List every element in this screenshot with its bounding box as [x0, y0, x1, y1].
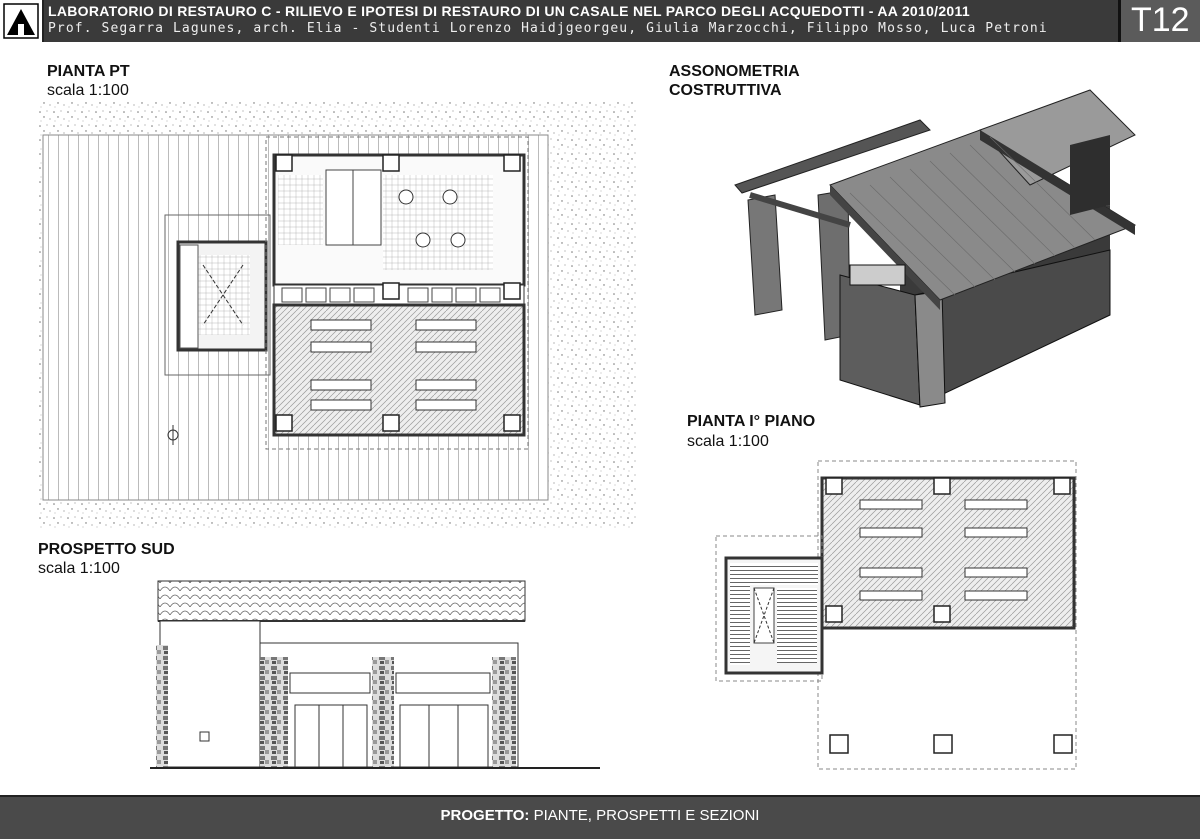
footer-text: PIANTE, PROSPETTI E SEZIONI	[529, 807, 760, 824]
ground-floor-plan-drawing	[38, 95, 638, 535]
plan-first-scale: scala 1:100	[687, 433, 769, 450]
sheet-code-label: T12	[1131, 1, 1190, 39]
authors-line: Prof. Segarra Lagunes, arch. Elia - Studenti Lorenzo Haidjgeorgeu, Giulia Marzocchi, Filippo Mosso, Luca Petroni	[48, 21, 1048, 36]
plan-ground-title: PIANTA PT	[47, 63, 130, 80]
course-title: LABORATORIO DI RESTAURO C - RILIEVO E IPOTESI DI RESTAURO DI UN CASALE NEL PARCO DEGLI ACQUEDOTTI - AA 2010/2011	[48, 3, 970, 19]
sheet-code	[1118, 0, 1200, 42]
header-bar	[0, 0, 1200, 42]
axonometry-title-1: ASSONOMETRIA	[669, 63, 800, 80]
footer-caption	[0, 807, 1200, 824]
footer-label: PROGETTO:	[440, 807, 530, 824]
elevation-south-title: PROSPETTO SUD	[38, 541, 175, 558]
footer-bar	[0, 795, 1200, 839]
axonometry-drawing	[730, 85, 1142, 410]
first-floor-plan-drawing	[712, 458, 1082, 773]
plan-ground-scale: scala 1:100	[47, 82, 129, 99]
plan-first-title: PIANTA I° PIANO	[687, 413, 816, 430]
elevation-south-scale: scala 1:100	[38, 560, 120, 577]
south-elevation-drawing	[150, 575, 605, 775]
axonometry-title-2: COSTRUTTIVA	[669, 82, 782, 99]
logo-triangle-icon	[0, 0, 44, 42]
